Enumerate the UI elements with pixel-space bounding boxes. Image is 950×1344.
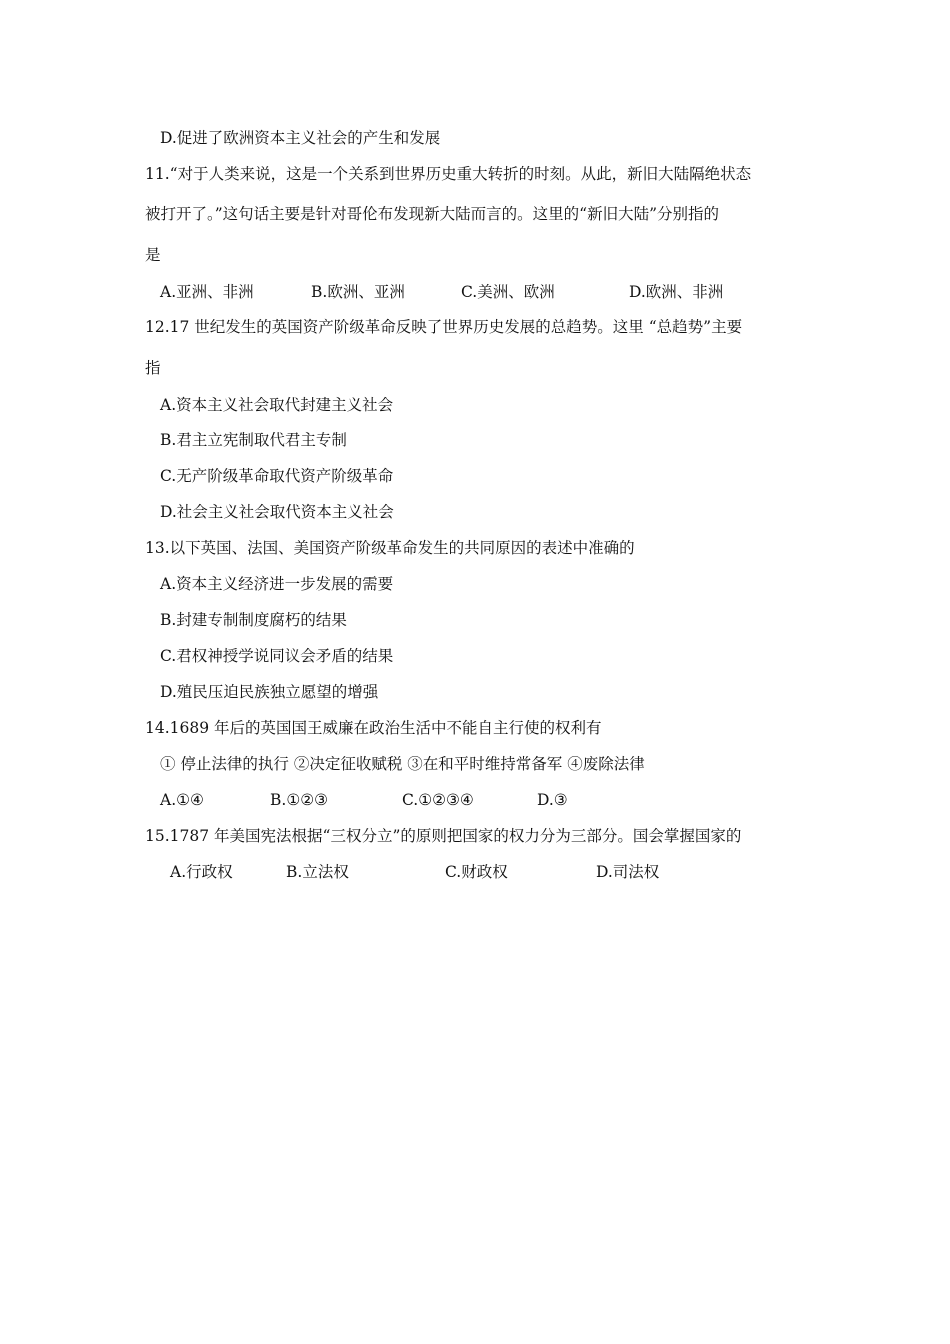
q11-option-c: C.美洲、欧洲 bbox=[461, 283, 555, 301]
q14-stem: 14.1689 年后的英国国王威廉在政治生活中不能自主行使的权利有 bbox=[145, 719, 602, 737]
q11-stem-line1: 11.“对于人类来说，这是一个关系到世界历史重大转折的时刻。从此，新旧大陆隔绝状态 bbox=[145, 165, 752, 183]
q11-stem-line2: 被打开了。”这句话主要是针对哥伦布发现新大陆而言的。这里的“新旧大陆”分别指的 bbox=[145, 205, 720, 223]
q11-option-d: D.欧洲、非洲 bbox=[629, 283, 724, 301]
q14-option-c: C.①②③④ bbox=[402, 791, 474, 809]
q15-stem: 15.1787 年美国宪法根据“三权分立”的原则把国家的权力分为三部分。国会掌握国家的 bbox=[145, 827, 742, 845]
q12-option-a: A.资本主义社会取代封建主义社会 bbox=[160, 396, 394, 414]
q13-option-c: C.君权神授学说同议会矛盾的结果 bbox=[160, 647, 394, 665]
q15-option-b: B.立法权 bbox=[286, 863, 349, 881]
q12-option-b: B.君主立宪制取代君主专制 bbox=[160, 431, 347, 449]
q13-option-a: A.资本主义经济进一步发展的需要 bbox=[160, 575, 394, 593]
q15-option-c: C.财政权 bbox=[445, 863, 508, 881]
q10-option-d: D.促进了欧洲资本主义社会的产生和发展 bbox=[160, 129, 441, 147]
q12-stem-line2: 指 bbox=[145, 359, 161, 377]
q11-stem-line3: 是 bbox=[145, 246, 161, 264]
q14-option-d: D.③ bbox=[537, 791, 568, 809]
q14-items: ① 停止法律的执行 ②决定征收赋税 ③在和平时维持常备军 ④废除法律 bbox=[160, 755, 645, 773]
q13-option-d: D.殖民压迫民族独立愿望的增强 bbox=[160, 683, 379, 701]
q12-option-d: D.社会主义社会取代资本主义社会 bbox=[160, 503, 394, 521]
q11-option-b: B.欧洲、亚洲 bbox=[311, 283, 405, 301]
q15-option-d: D.司法权 bbox=[596, 863, 660, 881]
q12-option-c: C.无产阶级革命取代资产阶级革命 bbox=[160, 467, 394, 485]
q14-option-b: B.①②③ bbox=[270, 791, 329, 809]
q11-option-a: A.亚洲、非洲 bbox=[160, 283, 254, 301]
q13-stem: 13.以下英国、法国、美国资产阶级革命发生的共同原因的表述中准确的 bbox=[145, 539, 635, 557]
q13-option-b: B.封建专制制度腐朽的结果 bbox=[160, 611, 347, 629]
q15-option-a: A.行政权 bbox=[170, 863, 233, 881]
q12-stem-line1: 12.17 世纪发生的英国资产阶级革命反映了世界历史发展的总趋势。这里 “总趋势”主要 bbox=[145, 318, 743, 336]
q14-option-a: A.①④ bbox=[160, 791, 204, 809]
